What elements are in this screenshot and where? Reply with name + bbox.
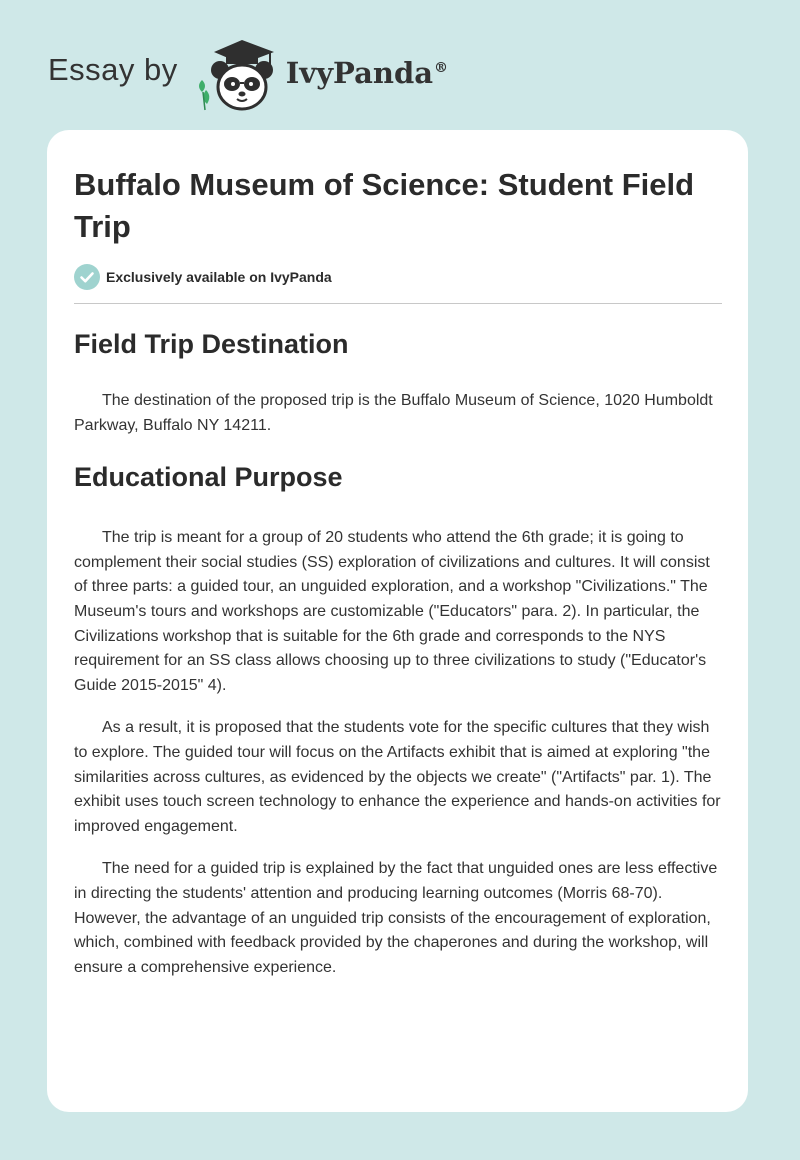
panda-logo-icon bbox=[192, 34, 284, 114]
paragraph: As a result, it is proposed that the students vote for the specific cultures that they wish to explore. The guided tour will focus on the Artifacts exhibit that is aimed at exploring "the similarities across cultures, as evidenced by the objects we create" ("Artifacts" par. 1). The exhibit uses touch screen technology to enhance the experience and hands-on activities for improved engagement. bbox=[74, 719, 721, 835]
title-divider bbox=[74, 303, 722, 304]
section-heading-destination: Field Trip Destination bbox=[74, 329, 349, 359]
brand-name bbox=[286, 56, 448, 90]
brand-prefix: Essay by bbox=[48, 52, 178, 87]
essay-content bbox=[74, 320, 724, 980]
section-heading-purpose: Educational Purpose bbox=[74, 462, 343, 493]
brand-registered-mark: ® bbox=[434, 60, 449, 77]
essay-title: Buffalo Museum of Science: Student Field Trip bbox=[74, 167, 695, 244]
check-circle-icon bbox=[74, 264, 100, 290]
brand-header bbox=[48, 34, 448, 114]
exclusive-badge bbox=[74, 264, 332, 290]
brand-name-text: IvyPanda bbox=[285, 56, 434, 90]
exclusive-badge-text: Exclusively available on IvyPanda bbox=[106, 269, 332, 285]
essay-card bbox=[47, 130, 748, 1112]
paragraph: The destination of the proposed trip is the Buffalo Museum of Science, 1020 Humboldt Parkway, Buffalo NY 14211. bbox=[74, 392, 713, 434]
paragraph: The trip is meant for a group of 20 students who attend the 6th grade; it is going to complement their social studies (SS) exploration of civilizations and cultures. It will consist of three parts: a guided tour, an unguided exploration, and a workshop "Civilizations." The Museum's tours and workshops are customizable ("Educators" para. 2). In particular, the Civilizations workshop that is suitable for the 6th grade and corresponds to the NYS requirement for an SS class allows choosing up to three civilizations to study ("Educator's Guide 2015-2015" 4). bbox=[74, 529, 710, 694]
paragraph: The need for a guided trip is explained by the fact that unguided ones are less effective in directing the students' attention and producing learning outcomes (Morris 68-70). However, the advantage of an unguided trip consists of the encouragement of exploration, which, combined with feedback provided by the chaperones and during the workshop, will ensure a comprehensive experience. bbox=[74, 860, 718, 976]
